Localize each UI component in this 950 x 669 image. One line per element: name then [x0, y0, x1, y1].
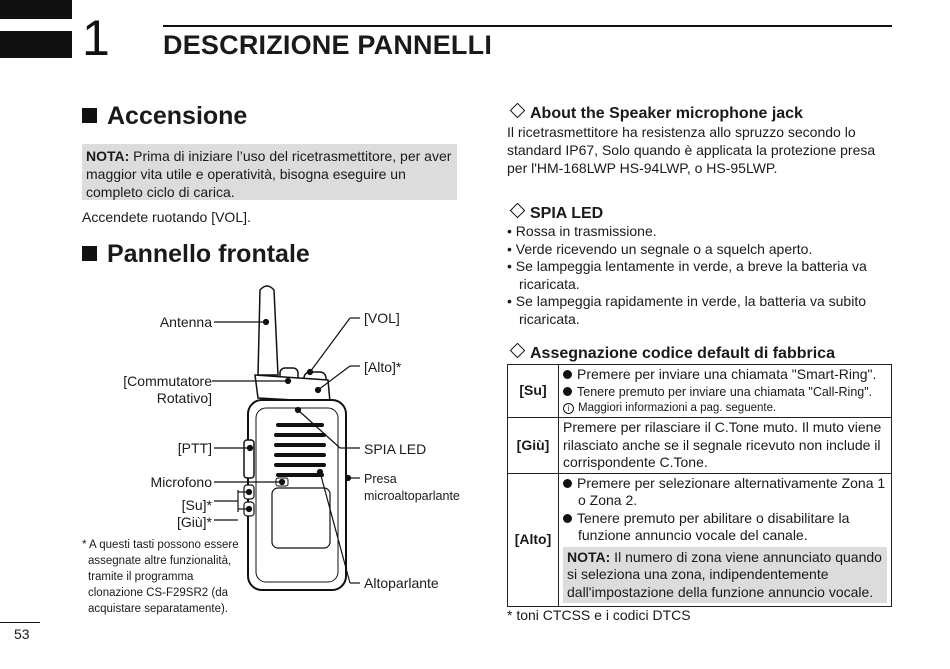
desc-su: Premere per inviare una chiamata "Smart-Ring". Tenere premuto per inviare una chiamata "Call-Ring". i Maggiori informazioni a pag. seguente. [559, 365, 892, 418]
label-alto: [Alto]* [364, 359, 402, 375]
page-rule [0, 622, 40, 623]
list-item: • Verde ricevendo un segnale o a squelch aperto. [507, 240, 813, 257]
assegnazione-footnote: * toni CTCSS e i codici DTCS [507, 607, 691, 623]
label-ptt: [PTT] [177, 440, 212, 456]
accensione-note: NOTA: Prima di iniziare l’uso del ricetrasmettitore, per aver maggior vita utile e operatività, bisogna eseguire un completo ciclo di carica. [82, 144, 457, 200]
filled-circle-icon [563, 514, 572, 523]
assegnazione-table [507, 364, 892, 607]
speaker-jack-text: Il ricetrasmettitore ha resistenza allo spruzzo secondo lo standard IP67, Solo quando è applicata la protezione presa per l'HM-168LWP HS-94LWP, o HS-95LWP. [507, 124, 876, 176]
alto-note: NOTA: Il numero di zona viene annunciato quando si seleziona una zona, indipendentemente dall'impostazione della funzione annuncio vocale. [563, 547, 887, 604]
diamond-icon [510, 203, 526, 219]
filled-circle-icon [563, 387, 572, 396]
spia-led-list [507, 223, 892, 328]
list-item: • Se lampeggia lentamente in verde, a breve la batteria va ricaricata. [507, 258, 867, 292]
pannello-footnote: * A questi tasti possono essere assegnate altre funzionalità, tramite il programma clonazione CS-F29SR2 (da acquistare separatamente). [82, 539, 239, 615]
label-spia-led: SPIA LED [364, 441, 427, 457]
filled-circle-icon [563, 370, 572, 379]
desc-giu: Premere per rilasciare il C.Tone muto. Il muto viene rilasciato anche se il segnale ricevuto non include il corrispondente C.Tone. [559, 418, 892, 474]
accensione-heading: Accensione [82, 102, 247, 131]
table-row [508, 473, 892, 607]
desc-alto: Premere per selezionare alternativamente Zona 1 o Zona 2. Tenere premuto per abilitare o disabilitare la funzione annuncio vocale del canale. NOTA: Il numero di zona viene annunciato quando si seleziona una zona, indipendentemente dall'impostazione della funzione annuncio vocale. [559, 473, 892, 607]
info-circle-icon: i [563, 403, 574, 414]
chapter-rule [163, 25, 892, 27]
key-giu: [Giù] [508, 418, 559, 474]
list-item: • Rossa in trasmissione. [507, 223, 657, 239]
label-altoparlante: Altoparlante [364, 575, 439, 591]
label-vol: [VOL] [364, 310, 400, 326]
assegnazione-heading: Assegnazione codice default di fabbrica [508, 345, 835, 363]
label-presa: Presa microaltoparlante [364, 472, 460, 503]
speaker-jack-heading: About the Speaker microphone jack [508, 105, 803, 123]
accensione-body: Accendete ruotando [VOL]. [82, 209, 251, 225]
table-row [508, 418, 892, 474]
list-item: • Se lampeggia rapidamente in verde, la batteria va subito ricaricata. [507, 293, 867, 327]
spia-led-heading: SPIA LED [508, 205, 603, 223]
pannello-heading: Pannello frontale [82, 240, 310, 269]
label-giu: [Giù]* [176, 514, 212, 530]
page-number: 53 [14, 626, 30, 642]
diamond-icon [510, 103, 526, 119]
chapter-bar-bottom [0, 31, 72, 58]
label-microfono: Microfono [150, 474, 212, 490]
key-su: [Su] [508, 365, 559, 418]
filled-circle-icon [563, 479, 572, 488]
label-antenna: Antenna [159, 314, 212, 330]
key-alto: [Alto] [508, 473, 559, 607]
square-icon [82, 108, 97, 123]
table-row [508, 365, 892, 418]
chapter-bar-top [0, 0, 72, 19]
label-commutatore: [Commutatore Rotativo] [123, 373, 212, 406]
chapter-number: 1 [82, 10, 110, 66]
square-icon [82, 246, 97, 261]
label-su: [Su]* [181, 497, 212, 513]
chapter-title: DESCRIZIONE PANNELLI [163, 30, 493, 60]
diamond-icon [510, 343, 526, 359]
